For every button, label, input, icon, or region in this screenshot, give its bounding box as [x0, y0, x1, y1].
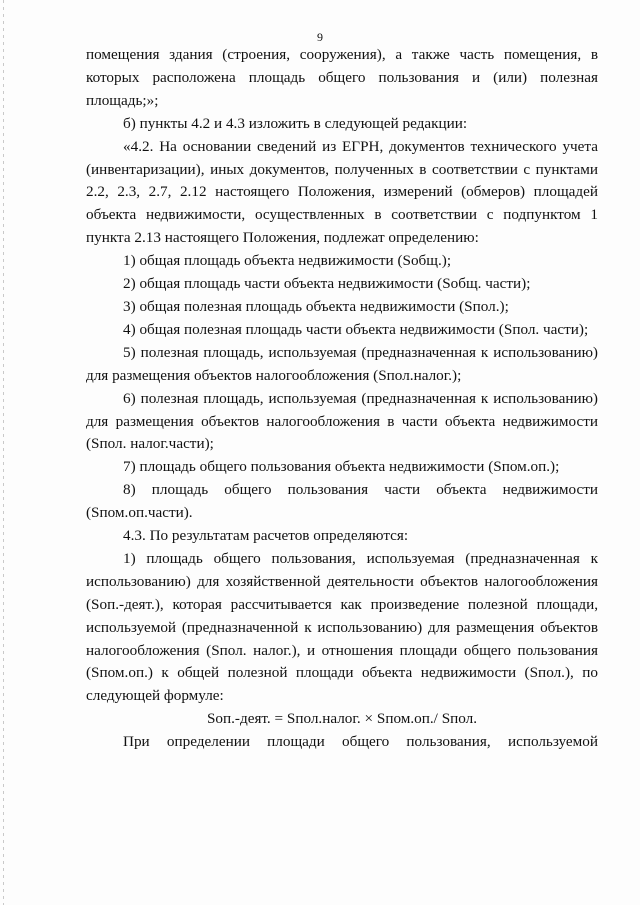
page-number: 9 [317, 30, 323, 44]
paragraph-amendment-b: б) пункты 4.2 и 4.3 изложить в следующей редакции: [123, 114, 468, 132]
paragraph-final-line: При определении площади общего пользования, используемой [123, 733, 598, 751]
formula: Sоп.-деят. = Sпол.налог. × Sпом.оп./ Sпол. [206, 710, 478, 728]
paragraph-4-3: 4.3. По результатам расчетов определяются: [123, 527, 409, 545]
list-item-8: 8) площадь общего пользования части объекта недвижимости (Sпом.оп.части). [86, 481, 598, 522]
scan-edge [3, 0, 4, 905]
list-item-7: 7) площадь общего пользования объекта недвижимости (Sпом.оп.); [123, 458, 560, 476]
list-item-2: 2) общая площадь части объекта недвижимости (Sобщ. части); [123, 275, 531, 293]
document-body [86, 44, 598, 754]
paragraph-4-2: «4.2. На основании сведений из ЕГРН, документов технического учета (инвентаризации), иных документов, полученных в соответствии с пунктами 2.2, 2.3, 2.7, 2.12 настоящего Положения, измерений (обмеров) площадей объекта недвижимости, осуществленных в соответствии с подпунктом 1 пункта 2.13 настоящего Положения, подлежат определению: [86, 137, 598, 247]
list-item-5: 5) полезная площадь, используемая (предназначенная к использованию) для размещения объектов налогообложения (Sпол.налог.); [86, 343, 598, 384]
list-item-4: 4) общая полезная площадь части объекта недвижимости (Sпол. части); [123, 320, 589, 338]
list-item-1: 1) общая площадь объекта недвижимости (Sобщ.); [123, 252, 452, 270]
list-item-6: 6) полезная площадь, используемая (предназначенная к использованию) для размещения объектов налогообложения в части объекта недвижимости (Sпол. налог.части); [86, 389, 598, 453]
list-item-3: 3) общая полезная площадь объекта недвижимости (Sпол.); [123, 297, 509, 315]
paragraph-continuation: помещения здания (строения, сооружения), а также часть помещения, в которых расположена площадь общего пользования и (или) полезная площадь;»; [86, 46, 598, 109]
list-item-4-3-1: 1) площадь общего пользования, используемая (предназначенная к использованию) для хозяйственной деятельности объектов налогообложения (Sоп.-деят.), которая рассчитывается как произведение полезной площади, используемой (предназначенной к использованию) для размещения объектов налогообложения (Sпол. налог.), и отношения площади общего пользования (Sпом.оп.) к общей полезной площади объекта недвижимости (Sпол.), по следующей формуле: [86, 549, 598, 705]
